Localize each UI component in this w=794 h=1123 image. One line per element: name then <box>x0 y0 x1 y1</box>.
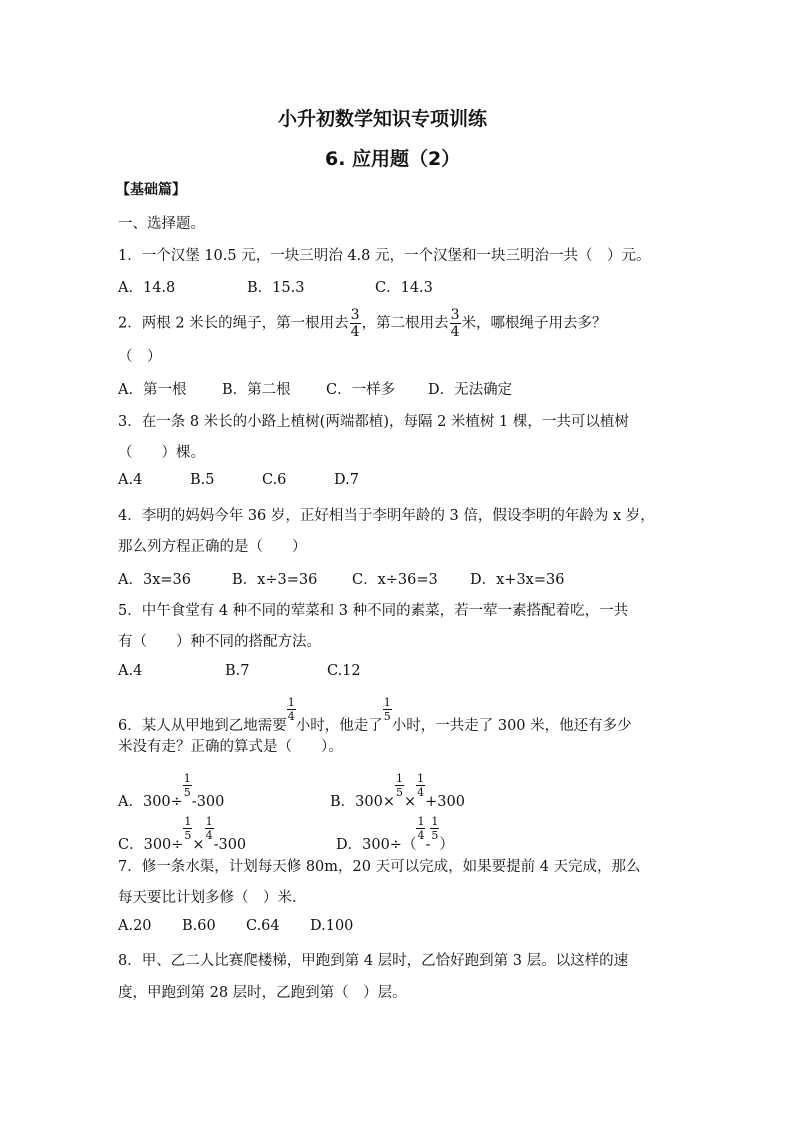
question-1-option-a: A．14.8 <box>118 280 176 296</box>
question-4-stem-line-1: 4．李明的妈妈今年 36 岁，正好相当于李明年龄的 3 倍，假设李明的年龄为 x 岁， <box>118 508 655 524</box>
doc-subtitle: 6. 应用题（2） <box>325 148 461 170</box>
question-5-option-c: C.12 <box>327 663 361 679</box>
question-6-text-2: 小时，他走了 <box>295 718 383 734</box>
fraction: $\frac{1}{5}$ <box>184 815 192 842</box>
question-3-stem-line-1: 3．在一条 8 米长的小路上植树(两端都植)，每隔 2 米植树 1 棵，一共可以植树 <box>118 414 629 430</box>
question-6-stem-line-1 <box>118 696 632 735</box>
fraction: $\frac{1}{4}$ <box>417 772 425 799</box>
question-4-option-c: C．x÷36=3 <box>352 572 438 588</box>
question-7-stem-line-2: 每天要比计划多修（ ）米. <box>118 890 297 906</box>
question-6-text-1: 6．某人从甲地到乙地需要 <box>118 718 287 734</box>
question-2-text-1: 2．两根 2 米长的绳子，第一根用去 <box>118 315 349 332</box>
fraction: $\frac{3}{4}$ <box>450 307 460 340</box>
question-5-stem-line-1: 5．中午食堂有 4 种不同的荤菜和 3 种不同的素菜，若一荤一素搭配着吃，一共 <box>118 603 629 619</box>
question-5-stem-line-2: 有（ ）种不同的搭配方法。 <box>118 634 321 650</box>
fraction: $\frac{3}{4}$ <box>350 307 360 340</box>
question-2-text-3: 米，哪根绳子用去多？ <box>461 315 607 332</box>
question-2-option-a: A．第一根 <box>118 382 187 398</box>
fraction: $\frac{1}{4}$ <box>417 815 425 842</box>
question-5-option-a: A.4 <box>118 663 143 679</box>
question-7-option-b: B.60 <box>182 918 216 934</box>
question-7-stem-line-1: 7．修一条水渠，计划每天修 80m，20 天可以完成，如果要提前 4 天完成，那么 <box>118 859 641 875</box>
question-6-option-a: A．300÷ $\frac{1}{5}$ -300 <box>118 772 225 810</box>
question-2-text-2: ，第二根用去 <box>361 315 449 332</box>
question-6-text-3: 小时，一共走了 300 米，他还有多少 <box>391 718 632 734</box>
question-6-stem-line-2: 米没有走？正确的算式是（ ）。 <box>118 739 343 755</box>
question-8-stem-line-2: 度，甲跑到第 28 层时，乙跑到第（ ）层。 <box>118 985 407 1001</box>
question-7-option-a: A.20 <box>118 918 152 934</box>
question-6-option-d: D．300÷（ $\frac{1}{4}$ - $\frac{1}{5}$ ） <box>336 815 454 853</box>
question-5-option-b: B.7 <box>225 663 250 679</box>
question-6-option-c: C．300÷ $\frac{1}{5}$ × $\frac{1}{4}$ -300 <box>118 815 247 853</box>
question-1-option-c: C．14.3 <box>375 280 433 296</box>
question-3-option-b: B.5 <box>190 472 215 488</box>
question-2-option-b: B．第二根 <box>222 382 291 398</box>
question-6-option-b: B．300× $\frac{1}{5}$ × $\frac{1}{4}$ +300 <box>330 772 465 810</box>
doc-title: 小升初数学知识专项训练 <box>278 108 488 130</box>
part-heading: 一、选择题。 <box>118 216 205 232</box>
question-7-option-d: D.100 <box>310 918 354 934</box>
question-3-stem-line-2: （ ）棵。 <box>118 445 205 461</box>
question-3-option-a: A.4 <box>118 472 143 488</box>
fraction: $\frac{1}{5}$ <box>395 772 403 799</box>
question-1-stem: 1．一个汉堡 10.5 元，一块三明治 4.8 元，一个汉堡和一块三明治一共（ ）元。 <box>118 248 651 264</box>
fraction: $\frac{1}{5}$ <box>431 815 439 842</box>
question-1-option-b: B．15.3 <box>247 280 305 296</box>
fraction: $\frac{1}{4}$ <box>287 696 295 723</box>
question-4-option-a: A．3x=36 <box>118 572 191 588</box>
question-3-option-c: C.6 <box>262 472 287 488</box>
question-3-option-d: D.7 <box>334 472 359 488</box>
question-2-option-d: D．无法确定 <box>428 382 513 398</box>
question-7-option-c: C.64 <box>246 918 280 934</box>
fraction: $\frac{1}{4}$ <box>205 815 213 842</box>
question-2-option-c: C．一样多 <box>326 382 396 398</box>
fraction: $\frac{1}{5}$ <box>383 696 391 723</box>
question-4-option-d: D．x+3x=36 <box>470 572 565 588</box>
question-2-stem <box>118 308 607 339</box>
question-4-stem-line-2: 那么列方程正确的是（ ） <box>118 539 307 555</box>
fraction: $\frac{1}{5}$ <box>183 772 191 799</box>
question-8-stem-line-1: 8．甲、乙二人比赛爬楼梯，甲跑到第 4 层时，乙恰好跑到第 3 层。以这样的速 <box>118 953 629 969</box>
question-2-blank: （ ） <box>118 349 162 365</box>
question-4-option-b: B．x÷3=36 <box>232 572 318 588</box>
section-heading: 【基础篇】 <box>116 182 186 198</box>
